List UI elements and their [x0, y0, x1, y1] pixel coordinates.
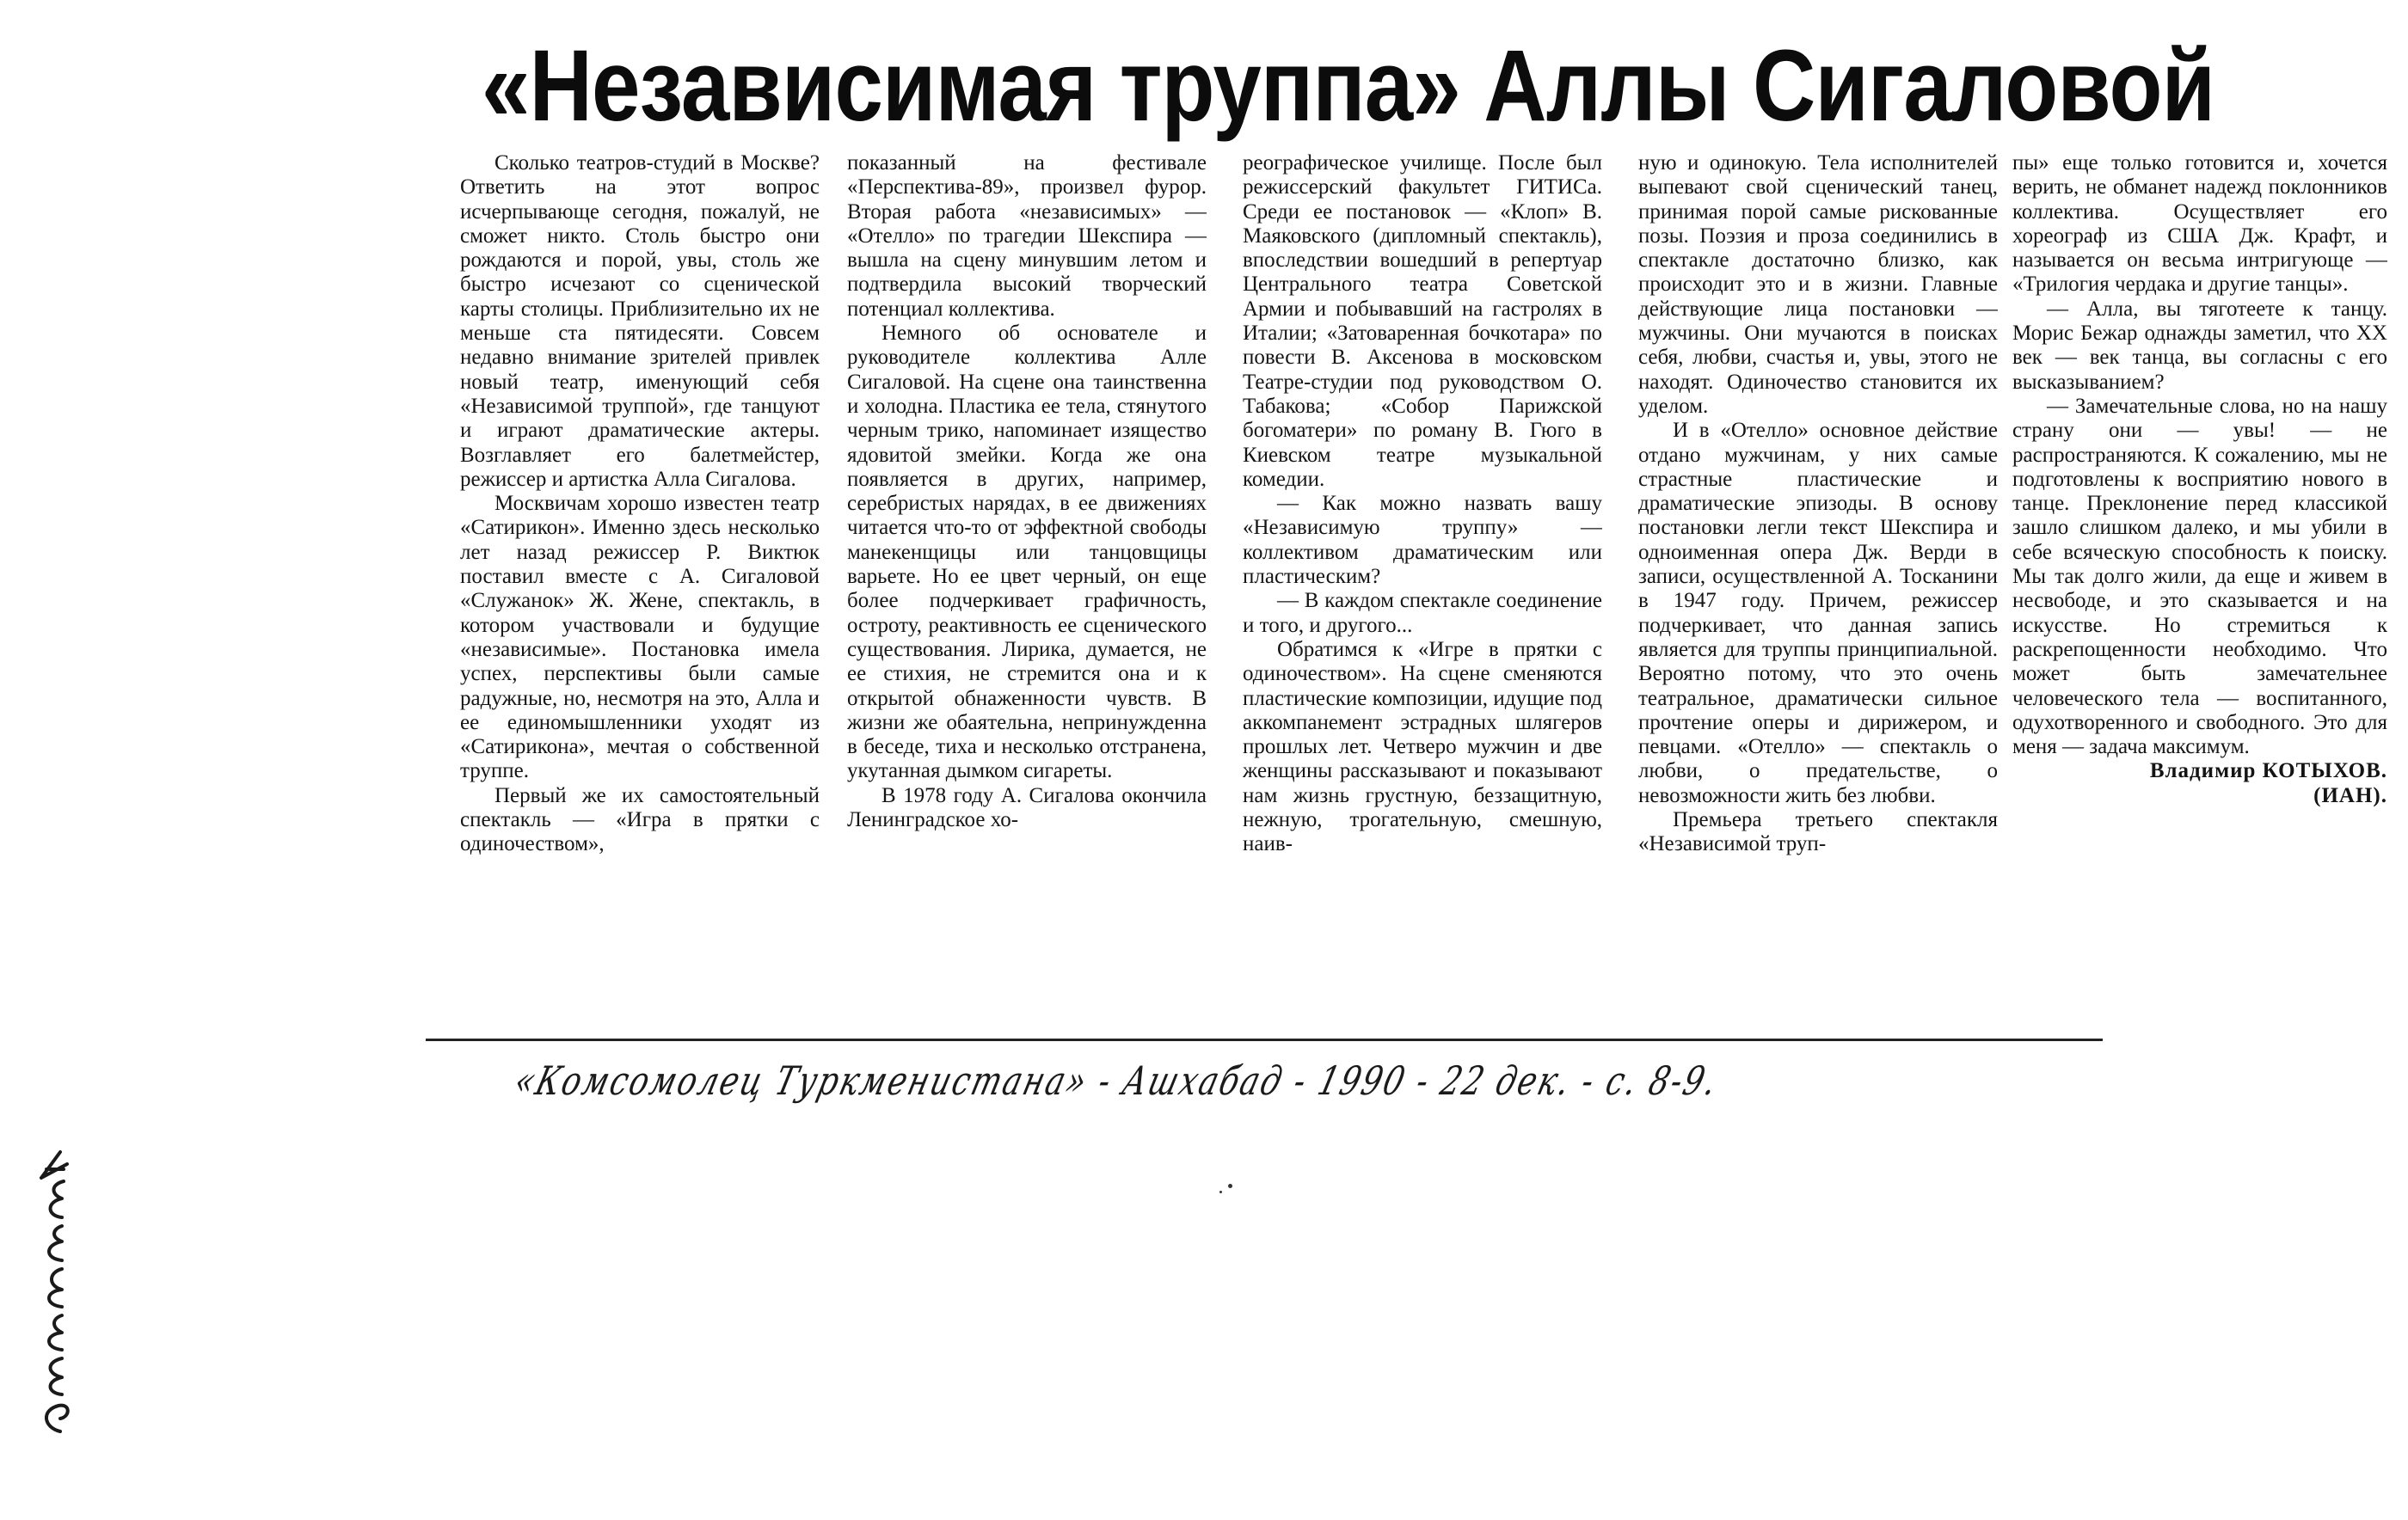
- paragraph: ную и одинокую. Тела исполнителей выпевают свой сценический танец, принимая порой самые рискованные позы. Поэзия и проза соединились в спектакле достаточно близко, как происходит это и в жизни. Главные действующие лица постановки — мужчины. Они мучаются в поисках себя, любви, счастья и, увы, этого не находят. Одиночество становится их уделом.: [1638, 151, 1998, 418]
- article-column-2: [847, 151, 1207, 1028]
- headline: «Независимая труппа» Аллы Сигаловой: [482, 29, 2215, 143]
- paragraph: — В каждом спектакле соединение и того, и другого...: [1243, 589, 1602, 637]
- handwritten-margin-note: [26, 1143, 86, 1444]
- paragraph: пы» еще только готовится и, хочется верить, не обманет надежд поклонников коллектива. Осуществляет его хореограф из США Дж. Крафт, и называется он весьма интригующе — «Трилогия чердака и другие танцы».: [2012, 151, 2387, 297]
- clipping-bottom-rule: [426, 1039, 2103, 1041]
- article-column-4: [1638, 151, 1998, 1028]
- article-column-5: [2012, 151, 2387, 1028]
- author-signature: Владимир КОТЫХОВ.: [2149, 759, 2387, 783]
- paragraph: Москвичам хорошо известен театр «Сатирикон». Именно здесь несколько лет назад режиссер Р. Виктюк поставил вместе с А. Сигаловой «Служанок» Ж. Жене, спектакль, в котором участвовали и будущие «независимые». Постановка имела успех, перспективы были самые радужные, но, несмотря на это, Алла и ее единомышленники уходят из «Сатирикона», мечтая о собственной труппе.: [460, 492, 820, 783]
- handwritten-margin-note-drawing: [26, 1143, 86, 1444]
- paragraph: — Замечательные слова, но на нашу страну они — увы! — не распространяются. К сожалению, мы не подготовлены к восприятию нового в танце. Преклонение перед классикой зашло слишком далеко, и мы убили в себе всяческую способность к поиску. Мы так долго жили, да еще и живем в несвободе, и это сказывается и на искусстве. Но стремиться к раскрепощенности необходимо. Что может быть замечательнее человеческого тела — воспитанного, одухотворенного и свободного. Это для меня — задача максимум.: [2012, 394, 2387, 759]
- paragraph: И в «Отелло» основное действие отдано мужчинам, у них самые страстные пластические и драматические эпизоды. В основу постановки легли текст Шекспира и одноименная опера Дж. Верди в записи, осуществленной А. Тосканини в 1947 году. Причем, режиссер подчеркивает, что данная запись является для труппы принципиальной. Вероятно потому, что это очень театральное, драматически сильное прочтение оперы и дирижером, и певцами. «Отелло» — спектакль о любви, о предательстве, о невозможности жить без любви.: [1638, 419, 1998, 807]
- paragraph: Немного об основателе и руководителе коллектива Алле Сигаловой. На сцене она таинственна и холодна. Пластика ее тела, стянутого черным трико, напоминает изящество ядовитой змейки. Когда же она появляется в других, например, серебристых нарядах, в ее движениях читается что-то от эффектной свободы манекенщицы или танцовщицы варьете. Но ее цвет черный, он еще более подчеркивает графичность, остроту, реактивность ее сценического существования. Лирика, думается, не ее стихия, не стремится она и к открытой обнаженности чувств. В жизни же обаятельна, непринужденна в беседе, тиха и несколько отстранена, укутанная дымком сигареты.: [847, 322, 1207, 783]
- paragraph: реографическое училище. После был режиссерский факультет ГИТИСа. Среди ее постановок — «Клоп» В. Маяковского (дипломный спектакль), впоследствии вошедший в репертуар Центрального театра Советской Армии и побывавший на гастролях в Италии; «Затоваренная бочкотара» по повести В. Аксенова в московском Театре-студии под руководством О. Табакова; «Собор Парижской богоматери» по роману В. Гюго в Киевском театре музыкальной комедии.: [1243, 151, 1602, 491]
- paragraph: Обратимся к «Игре в прятки с одиночеством». На сцене сменяются пластические композиции, идущие под аккомпанемент эстрадных шлягеров прошлых лет. Четверо мужчин и две женщины рассказывают и показывают нам жизнь грустную, беззащитную, нежную, трогательную, смешную, наив-: [1243, 637, 1602, 856]
- article-column-3: [1243, 151, 1602, 1028]
- agency-credit: (ИАН).: [2313, 783, 2387, 807]
- paragraph: Первый же их самостоятельный спектакль — «Игра в прятки с одиночеством»,: [460, 783, 820, 856]
- paragraph: В 1978 году А. Сигалова окончила Ленинградское хо-: [847, 783, 1207, 832]
- article-column-1: [460, 151, 820, 1028]
- paragraph: Сколько театров-студий в Москве? Ответить на этот вопрос исчерпывающе сегодня, пожалуй, не сможет никто. Столь быстро они рождаются и порой, увы, столь же быстро исчезают со сценической карты столицы. Приблизительно их не меньше ста пятидесяти. Совсем недавно внимание зрителей привлек новый театр, именующий себя «Независимой труппой», где танцуют и играют драматические актеры. Возглавляет его балетмейстер, режиссер и артистка Алла Сигалова.: [460, 151, 820, 491]
- paragraph: — Как можно назвать вашу «Независимую труппу» — коллективом драматическим или пластическим?: [1243, 492, 1602, 589]
- paragraph: — Алла, вы тяготеете к танцу. Морис Бежар однажды заметил, что XX век — век танца, вы согласны с его высказыванием?: [2012, 297, 2387, 394]
- paragraph: Премьера третьего спектакля «Независимой труп-: [1638, 808, 1998, 856]
- handwritten-source-note: «Комсомолец Туркменистана» - Ашхабад - 1990 - 22 дек. - с. 8-9.: [510, 1057, 1723, 1104]
- print-speck: [1228, 1184, 1232, 1188]
- print-speck: [1219, 1191, 1222, 1193]
- paragraph: показанный на фестивале «Перспектива-89», произвел фурор. Вторая работа «независимых» — «Отелло» по трагедии Шекспира — вышла на сцену минувшим летом и подтвердила высокий творческий потенциал коллектива.: [847, 151, 1207, 321]
